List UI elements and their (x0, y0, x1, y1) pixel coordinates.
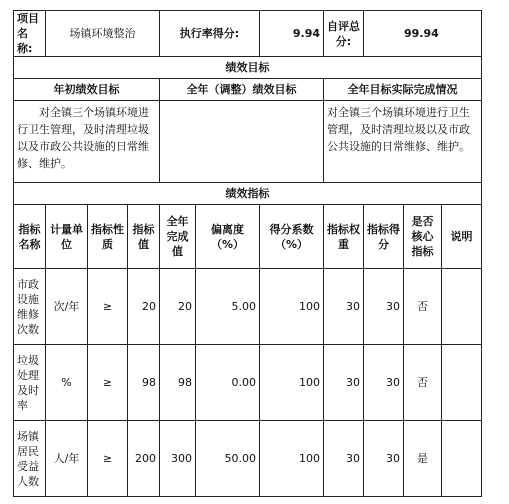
goals-section-row (14, 57, 482, 79)
col-header: 是否核心指标 (404, 205, 442, 269)
performance-table (13, 10, 482, 497)
indicator-name: 垃圾处理及时率 (14, 345, 46, 421)
indicator-score: 30 (364, 269, 404, 345)
col-header: 得分系数（%） (260, 205, 324, 269)
col-header: 偏离度（%） (196, 205, 260, 269)
table-row (14, 345, 482, 421)
indicators-section-title: 绩效指标 (14, 183, 482, 205)
col-header: 计量单位 (46, 205, 88, 269)
header-row (14, 11, 482, 57)
table-row (14, 269, 482, 345)
indicator-core: 否 (404, 269, 442, 345)
indicator-note (442, 345, 482, 421)
indicator-name: 场镇居民受益人数 (14, 421, 46, 497)
goals-col-actual: 全年目标实际完成情况 (324, 79, 482, 101)
indicator-target: 200 (128, 421, 160, 497)
indicator-deviation: 5.00 (196, 269, 260, 345)
col-header: 说明 (442, 205, 482, 269)
table-row (14, 421, 482, 497)
indicator-actual: 98 (160, 345, 196, 421)
goals-adjusted-text (160, 101, 324, 183)
indicator-note (442, 269, 482, 345)
goals-col-adjusted: 全年（调整）绩效目标 (160, 79, 324, 101)
indicator-name: 市政设施维修次数 (14, 269, 46, 345)
indicator-unit: % (46, 345, 88, 421)
indicator-actual: 300 (160, 421, 196, 497)
goals-content-row (14, 101, 482, 183)
goals-section-title: 绩效目标 (14, 57, 482, 79)
rate-score: 9.94 (260, 11, 324, 57)
col-header: 指标名称 (14, 205, 46, 269)
indicator-weight: 30 (324, 269, 364, 345)
indicator-core: 否 (404, 345, 442, 421)
indicator-target: 20 (128, 269, 160, 345)
self-score-label: 自评总分: (324, 11, 364, 57)
indicator-coef: 100 (260, 345, 324, 421)
self-score-value: 99.94 (364, 11, 482, 57)
goals-actual-text: 对全镇三个场镇环境进行卫生管理，及时清理垃圾以及市政公共设施的日常维修、维护。 (324, 101, 482, 183)
col-header: 全年完成值 (160, 205, 196, 269)
indicator-coef: 100 (260, 421, 324, 497)
indicator-nature: ≥ (88, 421, 128, 497)
indicator-target: 98 (128, 345, 160, 421)
col-header: 指标性质 (88, 205, 128, 269)
indicator-core: 是 (404, 421, 442, 497)
indicator-unit: 人/年 (46, 421, 88, 497)
col-header: 指标权重 (324, 205, 364, 269)
indicator-score: 30 (364, 345, 404, 421)
indicator-weight: 30 (324, 421, 364, 497)
indicator-actual: 20 (160, 269, 196, 345)
goals-header-row (14, 79, 482, 101)
indicator-score: 30 (364, 421, 404, 497)
col-header: 指标值 (128, 205, 160, 269)
col-header: 指标得分 (364, 205, 404, 269)
indicators-header-row (14, 205, 482, 269)
project-label: 项目名称: (14, 11, 46, 57)
indicators-section-row (14, 183, 482, 205)
rate-label: 执行率得分: (160, 11, 260, 57)
indicator-weight: 30 (324, 345, 364, 421)
goals-col-initial: 年初绩效目标 (14, 79, 160, 101)
indicator-coef: 100 (260, 269, 324, 345)
indicator-unit: 次/年 (46, 269, 88, 345)
project-name: 场镇环境整治 (46, 11, 160, 57)
indicator-deviation: 0.00 (196, 345, 260, 421)
goals-initial-text: 对全镇三个场镇环境进行卫生管理，及时清理垃圾以及市政公共设施的日常维修、维护。 (14, 101, 160, 183)
indicator-nature: ≥ (88, 345, 128, 421)
indicator-nature: ≥ (88, 269, 128, 345)
indicator-deviation: 50.00 (196, 421, 260, 497)
indicator-note (442, 421, 482, 497)
